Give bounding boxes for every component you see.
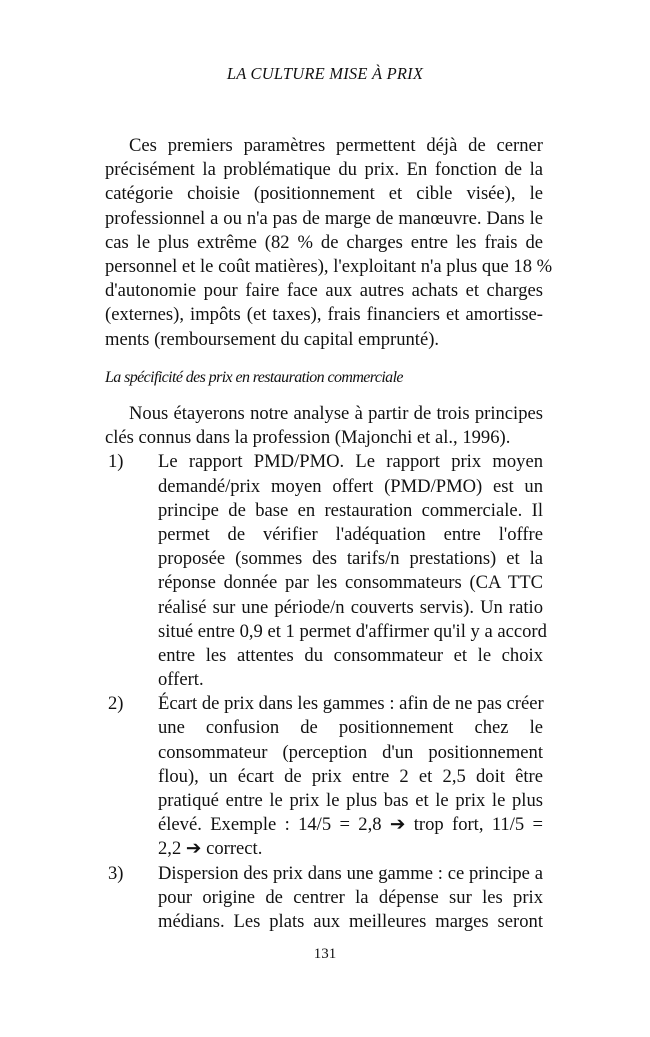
text-line: professionnel a ou n'a pas de marge de manœuvre. Dans le (105, 207, 543, 229)
list-item-2 (105, 692, 543, 861)
text-line: consommateur (perception d'un positionnement (158, 741, 543, 763)
list-item-1 (105, 450, 547, 692)
text-line: cas le plus extrême (82 % de charges entre les frais de (105, 231, 543, 253)
text-line: flou), un écart de prix entre 2 et 2,5 doit être (158, 765, 543, 787)
text-line: Écart de prix dans les gammes : afin de ne pas créer (158, 693, 544, 715)
text-line: Ces premiers paramètres permettent déjà de cerner (129, 135, 543, 156)
page-number: 131 (313, 946, 337, 962)
text-line: proposée (sommes des tarifs/n prestations) et la (158, 548, 543, 570)
text-line: principe de base en restauration commerciale. Il (158, 499, 543, 521)
list-number: 2) (108, 693, 124, 715)
text-line: pour origine de centrer la dépense sur les prix (158, 886, 543, 908)
text-line: entre les attentes du consommateur et le choix (158, 644, 543, 666)
body-flow (105, 402, 547, 934)
text-line: d'autonomie pour faire face aux autres achats et charges (105, 280, 543, 302)
text-line: précisément la problématique du prix. En fonction de la (105, 159, 543, 181)
text-line: situé entre 0,9 et 1 permet d'affirmer qu'il y a accord (158, 620, 547, 642)
text-line: Le rapport PMD/PMO. Le rapport prix moyen (158, 451, 543, 473)
text-line: Dispersion des prix dans une gamme : ce principe a (158, 862, 543, 884)
text-line: pratiqué entre le prix le plus bas et le prix le plus (158, 790, 543, 811)
text-line: une confusion de positionnement chez le (158, 717, 543, 739)
text-line: médians. Les plats aux meilleures marges seront (158, 910, 543, 932)
text-line: demandé/prix moyen offert (PMD/PMO) est un (158, 475, 543, 497)
text-line: réalisé sur une période/n couverts servis). Un ratio (158, 596, 543, 618)
text-line: clés connus dans la profession (Majonchi et al., 1996). (105, 427, 511, 449)
text-line: catégorie choisie (positionnement et cible visée), le (105, 183, 543, 205)
text-line: réponse donnée par les consommateurs (CA TTC (158, 572, 543, 594)
list-number: 1) (108, 451, 124, 473)
running-header: LA CULTURE MISE À PRIX (226, 64, 424, 83)
list-item-3 (105, 862, 543, 935)
text-line: élevé. Exemple : 14/5 = 2,8 ➔ trop fort, 11/5 = (158, 814, 543, 836)
list-number: 3) (108, 862, 124, 884)
text-line: 2,2 ➔ correct. (158, 838, 263, 860)
text-line: permet de vérifier l'adéquation entre l'offre (158, 523, 543, 545)
text-line: (externes), impôts (et taxes), frais financiers et amortisse- (105, 304, 543, 326)
text-line: offert. (158, 669, 204, 691)
text-line: personnel et le coût matières), l'exploitant n'a plus que 18 % (105, 255, 553, 277)
text-line: Nous étayerons notre analyse à partir de trois principes (129, 403, 543, 424)
section-subheading: La spécificité des prix en restauration commerciale (105, 369, 403, 386)
paragraph-2 (105, 402, 543, 450)
text-line: ments (remboursement du capital emprunté). (105, 328, 440, 350)
paragraph-1 (105, 134, 553, 352)
